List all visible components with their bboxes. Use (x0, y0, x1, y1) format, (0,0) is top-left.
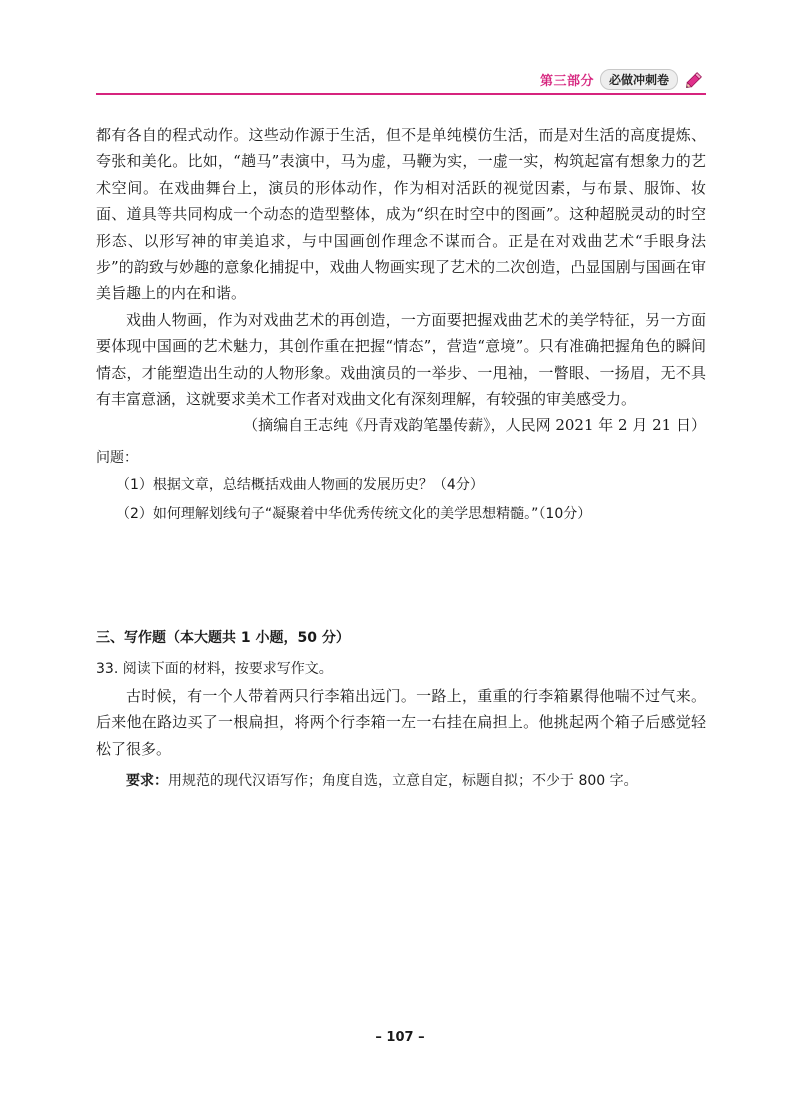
requirement-text: 用规范的现代汉语写作；角度自选，立意自定，标题自拟；不少于 800 字。 (168, 773, 638, 790)
writing-task (96, 655, 706, 794)
writing-material: 古时候，有一个人带着两只行李箱出远门。一路上，重重的行李箱累得他喘不过气来。后来他在路边买了一根扁担，将两个行李箱一左一右挂在扁担上。他挑起两个箱子后感觉轻松了很多。 (96, 687, 706, 758)
passage-paragraph-2: 戏曲人物画，作为对戏曲艺术的再创造，一方面要把握戏曲艺术的美学特征，另一方面要体现中国画的艺术魅力，其创作重在把握“情态”，营造“意境”。只有准确把握角色的瞬间情态，才能塑造出生动的人物形象。戏曲演员的一举步、一甩袖，一瞥眼、一扬眉，无不具有丰富意涵，这就要求美术工作者对戏曲文化有深刻理解，有较强的审美感受力。 (96, 310, 706, 409)
page-header (96, 68, 706, 94)
page-number: – 107 – (375, 1030, 425, 1045)
writing-section-title: 三、写作题（本大题共 1 小题，50 分） (96, 630, 350, 646)
requirement-label: 要求： (126, 773, 168, 790)
question-2-quote: “凝聚着中华优秀传统文化的美学思想精髓。” (264, 505, 539, 522)
question-33: 33. 阅读下面的材料，按要求写作文。 (96, 661, 333, 677)
section-label: 第三部分 (539, 73, 594, 89)
passage-paragraph-1: 都有各自的程式动作。这些动作源于生活，但不是单纯模仿生活，而是对生活的高度提炼、夸张和美化。比如，“趟马”表演中，马为虚，马鞭为实，一虚一实，构筑起富有想象力的艺术空间。在戏曲舞台上，演员的形体动作，作为相对活跃的视觉因素，与布景、服饰、妆面、道具等共同构成一个动态的造型整体，成为“织在时空中的图画”。这种超脱灵动的时空形态、以形写神的审美追求，与中国画创作理念不谋而合。正是在对戏曲艺术“手眼身法步”的韵致与妙趣的意象化捕捉中，戏曲人物画实现了艺术的二次创造，凸显国剧与国画在审美旨趣上的内在和谐。 (96, 126, 706, 303)
pencil-icon (684, 68, 706, 90)
question-2-score: （10分） (538, 505, 592, 522)
question-2-prefix: （2）如何理解划线句子 (116, 505, 265, 522)
passage-source: （摘编自王志纯《丹青戏韵笔墨传薪》，人民网 2021 年 2 月 21 日） (243, 416, 706, 435)
questions-heading: 问题： (96, 449, 138, 466)
question-1: （1）根据文章，总结概括戏曲人物画的发展历史？（4分） (116, 476, 484, 493)
reading-passage (96, 122, 706, 529)
booklet-label: 必做冲刺卷 (600, 69, 678, 90)
header-rule (96, 93, 706, 95)
writing-requirement (96, 768, 706, 794)
header-tags (540, 68, 706, 90)
question-2 (96, 500, 706, 529)
